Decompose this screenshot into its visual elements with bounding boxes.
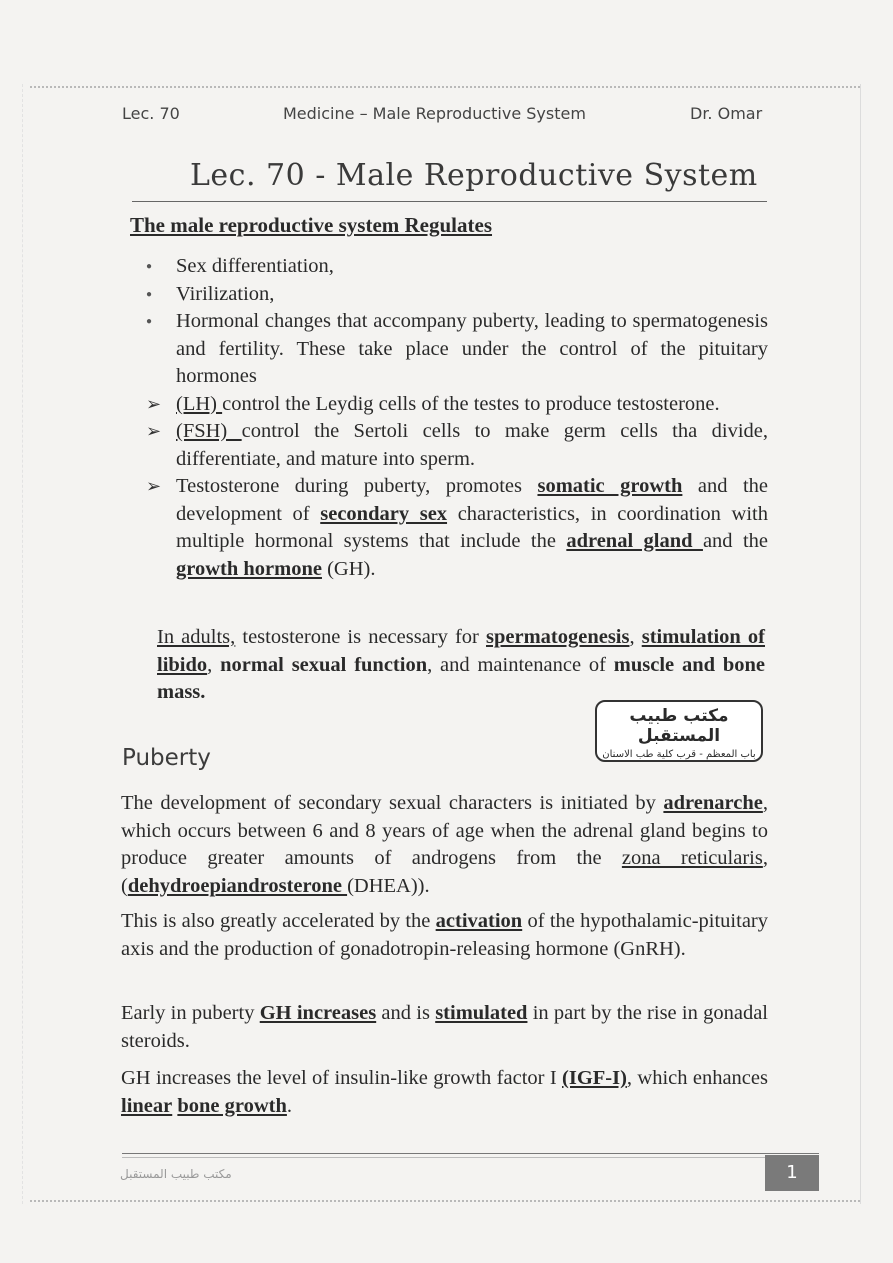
page-title: Lec. 70 - Male Reproductive System <box>190 158 758 193</box>
list-item-fsh: ➢ (FSH) control the Sertoli cells to make germ cells tha divide, differentiate, and mature into sperm. <box>146 418 768 473</box>
stamp-title: مكتب طبيب المستقبل <box>629 706 729 746</box>
list-item: ● Sex differentiation, <box>146 253 768 281</box>
library-stamp <box>595 700 763 762</box>
list-item: ● Virilization, <box>146 281 768 309</box>
list-item-lh: ➢ (LH) control the Leydig cells of the testes to produce testosterone. <box>146 391 768 419</box>
footer-divider <box>122 1153 819 1154</box>
footer-divider-secondary <box>122 1157 819 1158</box>
scan-line-top <box>30 86 860 88</box>
scan-edge-left <box>22 84 23 1204</box>
header-lecture: Lec. 70 <box>122 104 180 123</box>
scan-edge-right <box>860 84 861 1204</box>
puberty-paragraph-2: This is also greatly accelerated by the activation of the hypothalamic-pituitary axis and the production of gonadotropin-releasing hormone (GnRH). <box>121 910 768 960</box>
puberty-paragraph-3: Early in puberty GH increases and is stimulated in part by the rise in gonadal steroids. <box>121 1002 768 1052</box>
footer-watermark: مكتب طبيب المستقبل <box>120 1167 232 1181</box>
header-course: Medicine – Male Reproductive System <box>283 104 586 123</box>
title-divider <box>132 201 767 202</box>
puberty-paragraph-4: GH increases the level of insulin-like growth factor I (IGF-I), which enhances linear bone growth. <box>121 1067 768 1117</box>
adults-paragraph: In adults, testosterone is necessary for spermatogenesis, stimulation of libido, normal sexual function, and maintenance of muscle and bone mass. <box>157 626 765 703</box>
list-item: ● Hormonal changes that accompany puberty, leading to spermatogenesis and fertility. These take place under the control of the pituitary hormones <box>146 308 768 391</box>
section-heading: The male reproductive system Regulates <box>130 213 493 237</box>
scan-line-bottom <box>30 1200 860 1202</box>
regulates-list <box>146 253 768 583</box>
header-author: Dr. Omar <box>690 104 763 123</box>
stamp-address: باب المعظم - قرب كلية طب الاسنان <box>602 749 756 760</box>
page-number: 1 <box>765 1155 819 1191</box>
puberty-paragraph-1: The development of secondary sexual characters is initiated by adrenarche, which occurs between 6 and 8 years of age when the adrenal gland begins to produce greater amounts of androgens from the zona reticularis, (dehydroepiandrosterone (DHEA)). <box>121 792 768 897</box>
puberty-heading: Puberty <box>122 745 211 771</box>
list-item-testosterone: ➢ Testosterone during puberty, promotes somatic growth and the development of secondary sex characteristics, in coordination with multiple hormonal systems that include the adrenal gland and the growth hormone (GH). <box>146 473 768 583</box>
